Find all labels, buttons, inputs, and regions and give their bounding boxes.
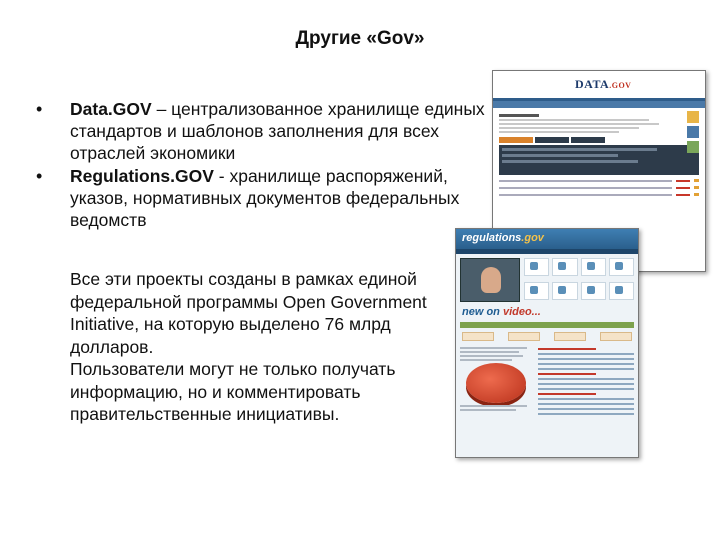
bullet-datagov-text: – централизованное хранилище единых стандартов и шаблонов заполнения для всех отраслей экономики (70, 99, 485, 163)
bullet-datagov-name: Data.GOV (70, 99, 152, 119)
bullet-item-regulations (32, 165, 492, 231)
datagov-logo-main: DATA (575, 77, 610, 91)
category-tile (600, 332, 632, 341)
regulations-top (456, 254, 638, 306)
datagov-side-badges (687, 111, 701, 167)
body-text (70, 268, 470, 426)
feature-icon (524, 282, 549, 300)
category-tile (554, 332, 586, 341)
bullet-item-datagov (32, 98, 492, 164)
bullet-list (32, 98, 492, 232)
bullet-regulations-name: Regulations.GOV (70, 166, 214, 186)
datagov-tab (535, 137, 569, 143)
paragraph-users: Пользователи могут не только получать информацию, но и комментировать правительственные инициативы. (70, 359, 396, 424)
presenter-image (481, 267, 501, 293)
datagov-tab (499, 137, 533, 143)
datagov-row (499, 193, 699, 196)
promo-accent: video... (502, 306, 541, 318)
feature-icon (581, 282, 606, 300)
regulations-logo (462, 232, 544, 244)
regulations-band (460, 322, 634, 328)
feature-icon (609, 282, 634, 300)
regulations-categories (456, 332, 638, 341)
regulations-logo-suffix: .gov (521, 232, 544, 244)
regulations-logo-main: regulations (462, 232, 522, 244)
regulations-header (456, 229, 638, 249)
datagov-header (493, 71, 705, 101)
datagov-logo (575, 77, 631, 92)
feature-icon (609, 258, 634, 276)
feature-icon (552, 282, 577, 300)
datagov-tabs (499, 137, 699, 143)
category-tile (508, 332, 540, 341)
bullet-regulations-text: - хранилище распоряжений, указов, нормативных документов федеральных ведомств (70, 166, 460, 230)
datagov-row (499, 179, 699, 182)
regulations-right-column (538, 345, 634, 418)
datagov-body (493, 108, 705, 204)
category-tile (462, 332, 494, 341)
video-thumbnail (460, 258, 520, 302)
feature-icon (524, 258, 549, 276)
datagov-nav-bar (493, 101, 705, 108)
pie-chart-image (466, 363, 526, 403)
datagov-tab (571, 137, 605, 143)
datagov-search-panel (499, 145, 699, 175)
regulations-icon-grid (524, 258, 634, 302)
regulations-main (456, 345, 638, 418)
promo-text: new on (462, 306, 503, 318)
feature-icon (581, 258, 606, 276)
regulations-screenshot (455, 228, 639, 458)
feature-icon (552, 258, 577, 276)
regulations-left-column (460, 345, 534, 418)
datagov-row (499, 186, 699, 189)
paragraph-program: Все эти проекты созданы в рамках единой федеральной программы Open Government Initiative, на которую выделено 76 млрд долларов. (70, 269, 427, 357)
new-on-video-promo (456, 306, 638, 318)
datagov-logo-suffix: .GOV (609, 81, 632, 90)
slide-title: Другие «Gov» (295, 28, 425, 49)
